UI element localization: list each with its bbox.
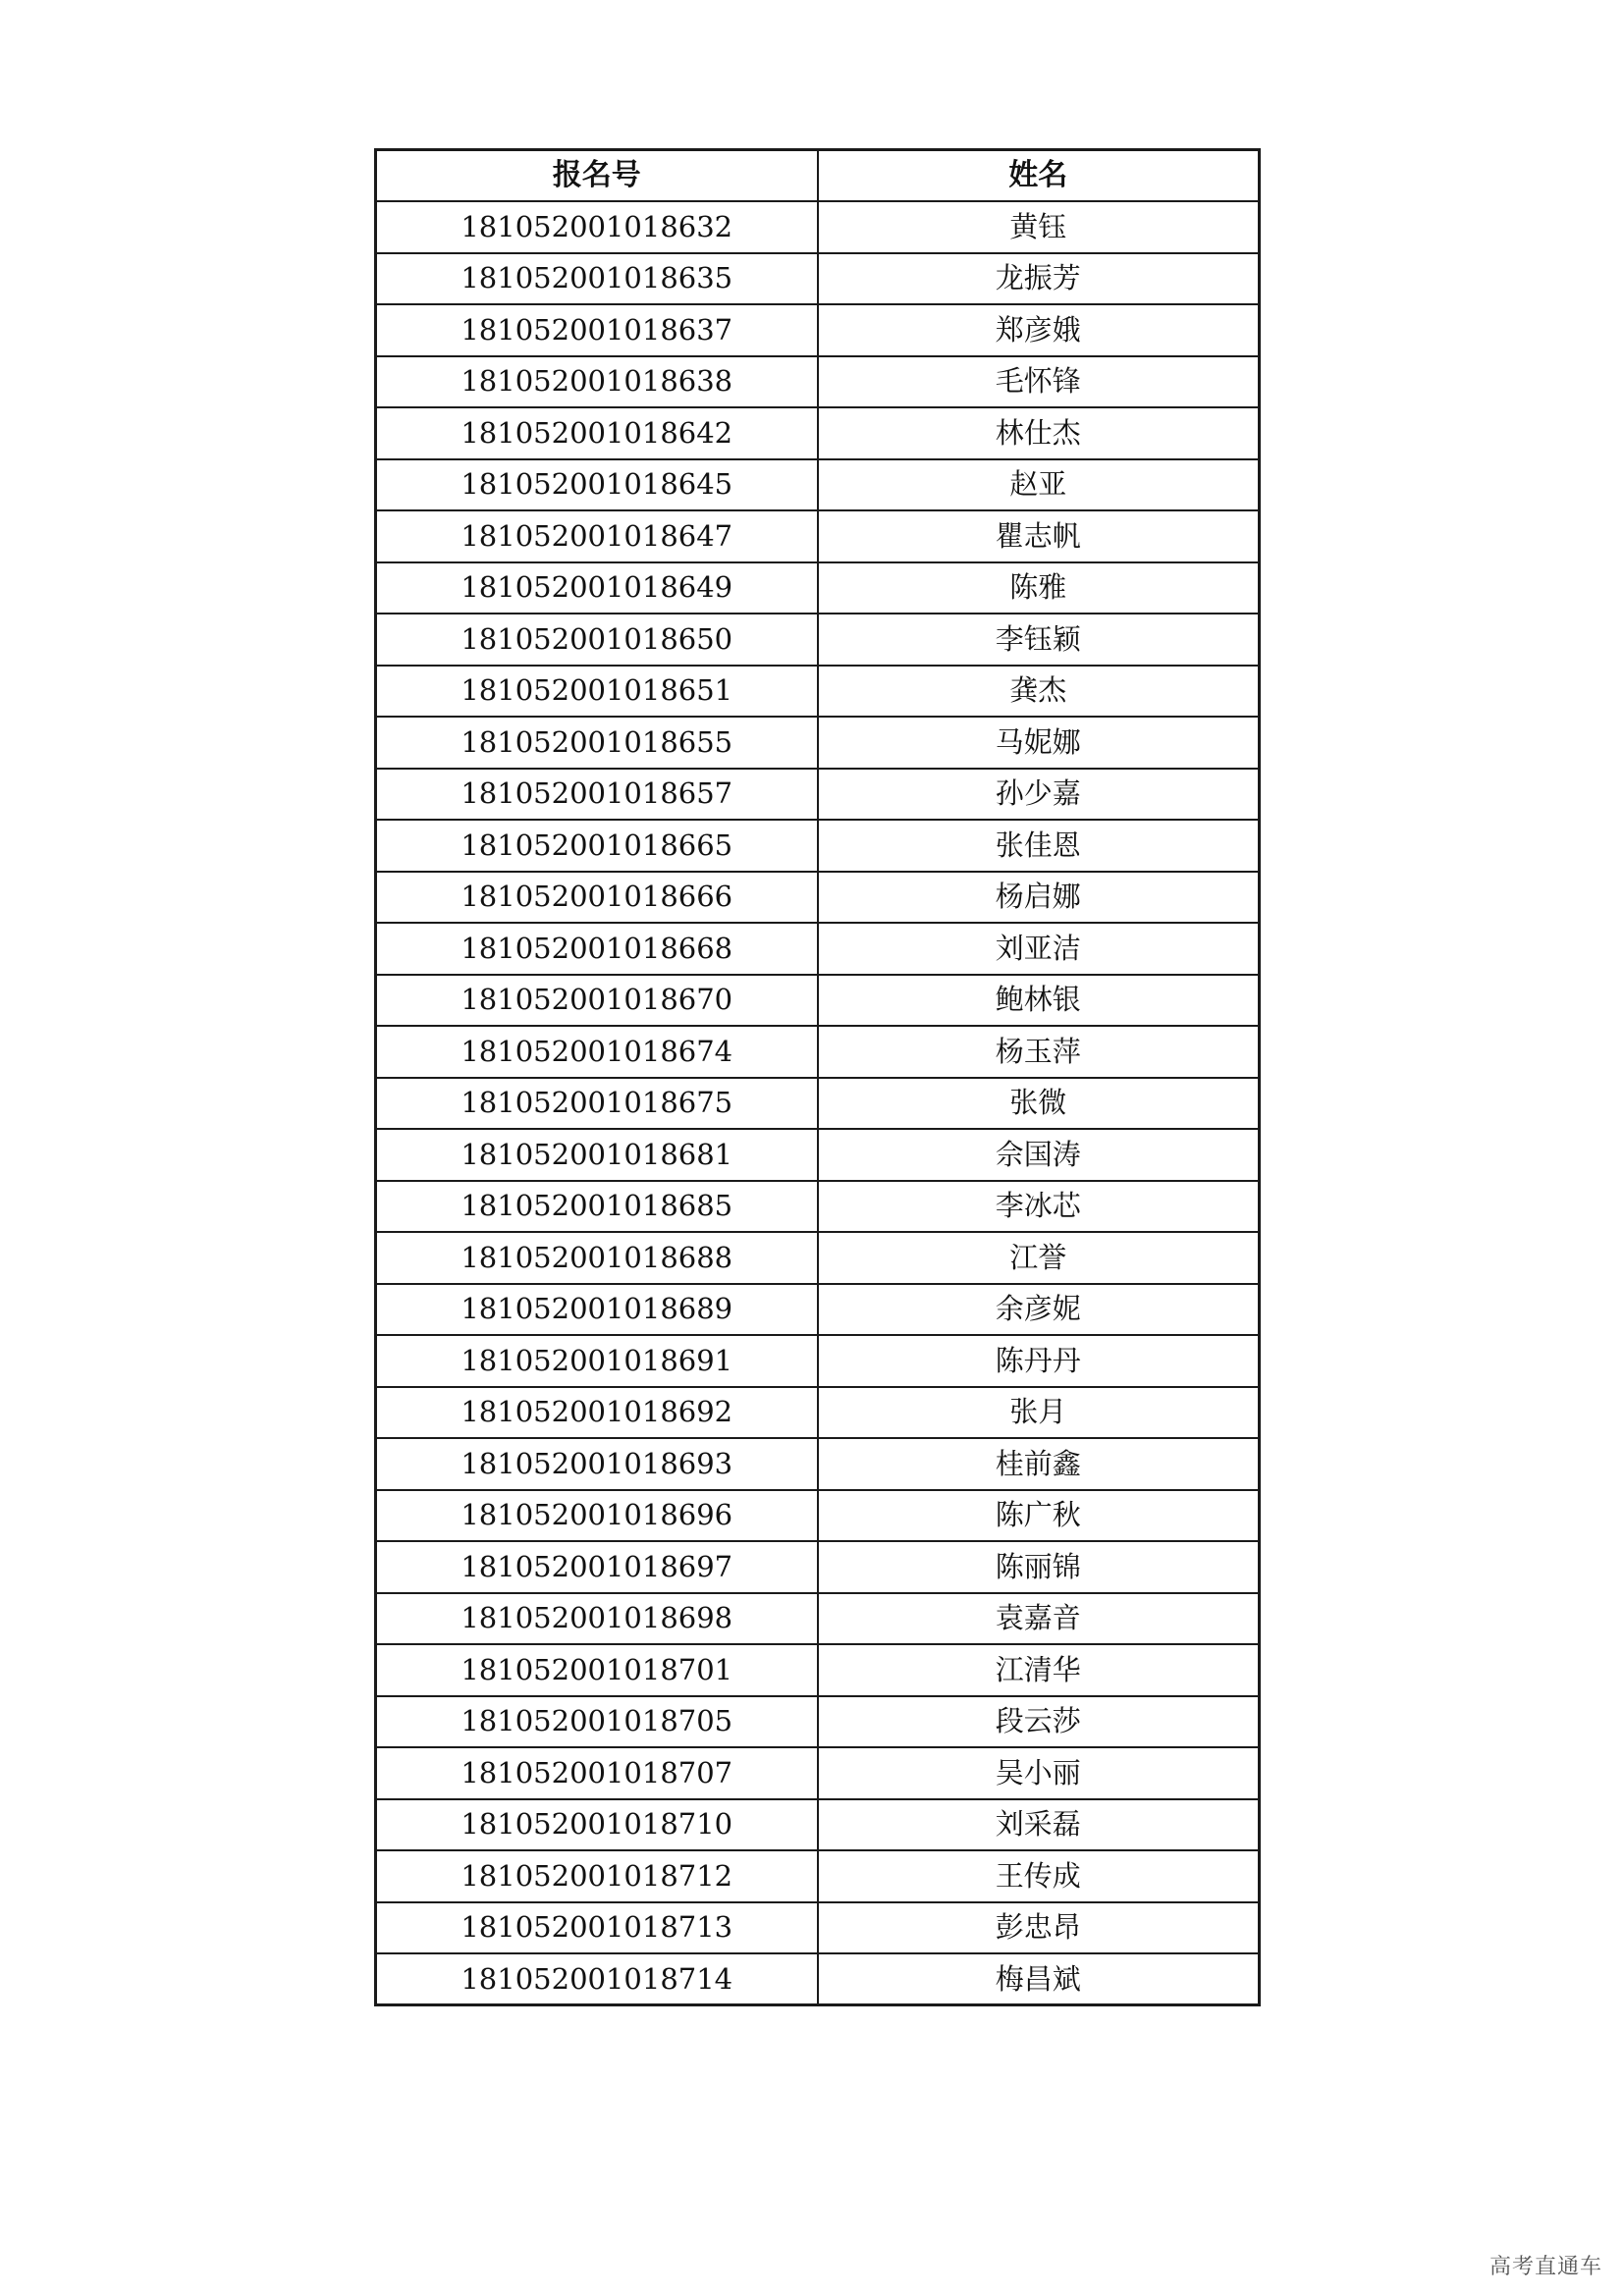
registration-number-cell: 181052001018668	[376, 923, 818, 975]
name-cell: 马妮娜	[818, 717, 1260, 769]
name-cell: 王传成	[818, 1850, 1260, 1902]
registration-number-cell: 181052001018685	[376, 1181, 818, 1233]
registration-number-cell: 181052001018691	[376, 1335, 818, 1387]
registration-number-cell: 181052001018650	[376, 614, 818, 666]
table-row	[376, 1593, 1260, 1645]
table-row	[376, 872, 1260, 924]
registration-number-cell: 181052001018666	[376, 872, 818, 924]
table-row	[376, 201, 1260, 253]
registration-number-cell: 181052001018705	[376, 1696, 818, 1748]
name-cell: 江清华	[818, 1644, 1260, 1696]
registration-number-cell: 181052001018665	[376, 820, 818, 872]
name-cell: 陈丽锦	[818, 1541, 1260, 1593]
registration-number-cell: 181052001018697	[376, 1541, 818, 1593]
name-cell: 刘亚洁	[818, 923, 1260, 975]
table-row	[376, 356, 1260, 408]
table-row	[376, 1335, 1260, 1387]
registration-number-cell: 181052001018707	[376, 1747, 818, 1799]
table-row	[376, 820, 1260, 872]
registration-number-cell: 181052001018710	[376, 1799, 818, 1851]
name-cell: 张微	[818, 1078, 1260, 1130]
name-cell: 龙振芳	[818, 253, 1260, 305]
table-row	[376, 1181, 1260, 1233]
registration-number-cell: 181052001018701	[376, 1644, 818, 1696]
header-name: 姓名	[818, 150, 1260, 202]
name-cell: 李冰芯	[818, 1181, 1260, 1233]
name-cell: 鲍林银	[818, 975, 1260, 1027]
name-cell: 佘国涛	[818, 1129, 1260, 1181]
name-cell: 陈广秋	[818, 1490, 1260, 1542]
table-row	[376, 1644, 1260, 1696]
name-cell: 余彦妮	[818, 1284, 1260, 1336]
name-cell: 赵亚	[818, 459, 1260, 511]
name-cell: 彭忠昂	[818, 1902, 1260, 1954]
table-row	[376, 923, 1260, 975]
table-row	[376, 1953, 1260, 2005]
registration-number-cell: 181052001018645	[376, 459, 818, 511]
table-row	[376, 459, 1260, 511]
name-cell: 杨启娜	[818, 872, 1260, 924]
registration-number-cell: 181052001018657	[376, 769, 818, 821]
registration-number-cell: 181052001018649	[376, 562, 818, 614]
name-cell: 李钰颖	[818, 614, 1260, 666]
registration-number-cell: 181052001018647	[376, 510, 818, 562]
name-cell: 林仕杰	[818, 407, 1260, 459]
table-header-row	[376, 150, 1260, 202]
registration-number-cell: 181052001018689	[376, 1284, 818, 1336]
name-cell: 龚杰	[818, 666, 1260, 718]
name-cell: 孙少嘉	[818, 769, 1260, 821]
table-body	[376, 201, 1260, 2005]
name-cell: 瞿志帆	[818, 510, 1260, 562]
registration-number-cell: 181052001018713	[376, 1902, 818, 1954]
table-row	[376, 975, 1260, 1027]
name-cell: 陈雅	[818, 562, 1260, 614]
table-row	[376, 304, 1260, 356]
table-row	[376, 1078, 1260, 1130]
table-row	[376, 1696, 1260, 1748]
table-row	[376, 1284, 1260, 1336]
table-row	[376, 1387, 1260, 1439]
registration-number-cell: 181052001018637	[376, 304, 818, 356]
table-row	[376, 717, 1260, 769]
registration-number-cell: 181052001018670	[376, 975, 818, 1027]
registration-number-cell: 181052001018632	[376, 201, 818, 253]
table-row	[376, 253, 1260, 305]
watermark-text: 高考直通车	[1489, 2255, 1602, 2279]
table-row	[376, 1541, 1260, 1593]
table-row	[376, 1799, 1260, 1851]
registration-number-cell: 181052001018655	[376, 717, 818, 769]
name-cell: 黄钰	[818, 201, 1260, 253]
name-cell: 杨玉萍	[818, 1026, 1260, 1078]
registration-number-cell: 181052001018714	[376, 1953, 818, 2005]
table-row	[376, 562, 1260, 614]
name-cell: 刘采磊	[818, 1799, 1260, 1851]
table-row	[376, 769, 1260, 821]
name-cell: 张月	[818, 1387, 1260, 1439]
registration-table	[374, 148, 1261, 2006]
table-row	[376, 666, 1260, 718]
registration-number-cell: 181052001018651	[376, 666, 818, 718]
name-cell: 吴小丽	[818, 1747, 1260, 1799]
name-cell: 江誉	[818, 1232, 1260, 1284]
table-row	[376, 1902, 1260, 1954]
name-cell: 陈丹丹	[818, 1335, 1260, 1387]
table-row	[376, 1747, 1260, 1799]
registration-number-cell: 181052001018688	[376, 1232, 818, 1284]
registration-number-cell: 181052001018635	[376, 253, 818, 305]
name-cell: 段云莎	[818, 1696, 1260, 1748]
registration-number-cell: 181052001018674	[376, 1026, 818, 1078]
table-row	[376, 510, 1260, 562]
registration-number-cell: 181052001018692	[376, 1387, 818, 1439]
name-cell: 张佳恩	[818, 820, 1260, 872]
name-cell: 梅昌斌	[818, 1953, 1260, 2005]
name-cell: 郑彦娥	[818, 304, 1260, 356]
table-row	[376, 1232, 1260, 1284]
name-cell: 毛怀锋	[818, 356, 1260, 408]
registration-number-cell: 181052001018681	[376, 1129, 818, 1181]
name-cell: 袁嘉音	[818, 1593, 1260, 1645]
registration-number-cell: 181052001018642	[376, 407, 818, 459]
registration-number-cell: 181052001018675	[376, 1078, 818, 1130]
registration-number-cell: 181052001018712	[376, 1850, 818, 1902]
table-row	[376, 1129, 1260, 1181]
registration-number-cell: 181052001018698	[376, 1593, 818, 1645]
header-registration-number: 报名号	[376, 150, 818, 202]
table-row	[376, 407, 1260, 459]
table-row	[376, 1850, 1260, 1902]
table-row	[376, 1490, 1260, 1542]
registration-number-cell: 181052001018638	[376, 356, 818, 408]
table-row	[376, 1438, 1260, 1490]
table-row	[376, 614, 1260, 666]
registration-number-cell: 181052001018696	[376, 1490, 818, 1542]
table-row	[376, 1026, 1260, 1078]
registration-number-cell: 181052001018693	[376, 1438, 818, 1490]
name-cell: 桂前鑫	[818, 1438, 1260, 1490]
